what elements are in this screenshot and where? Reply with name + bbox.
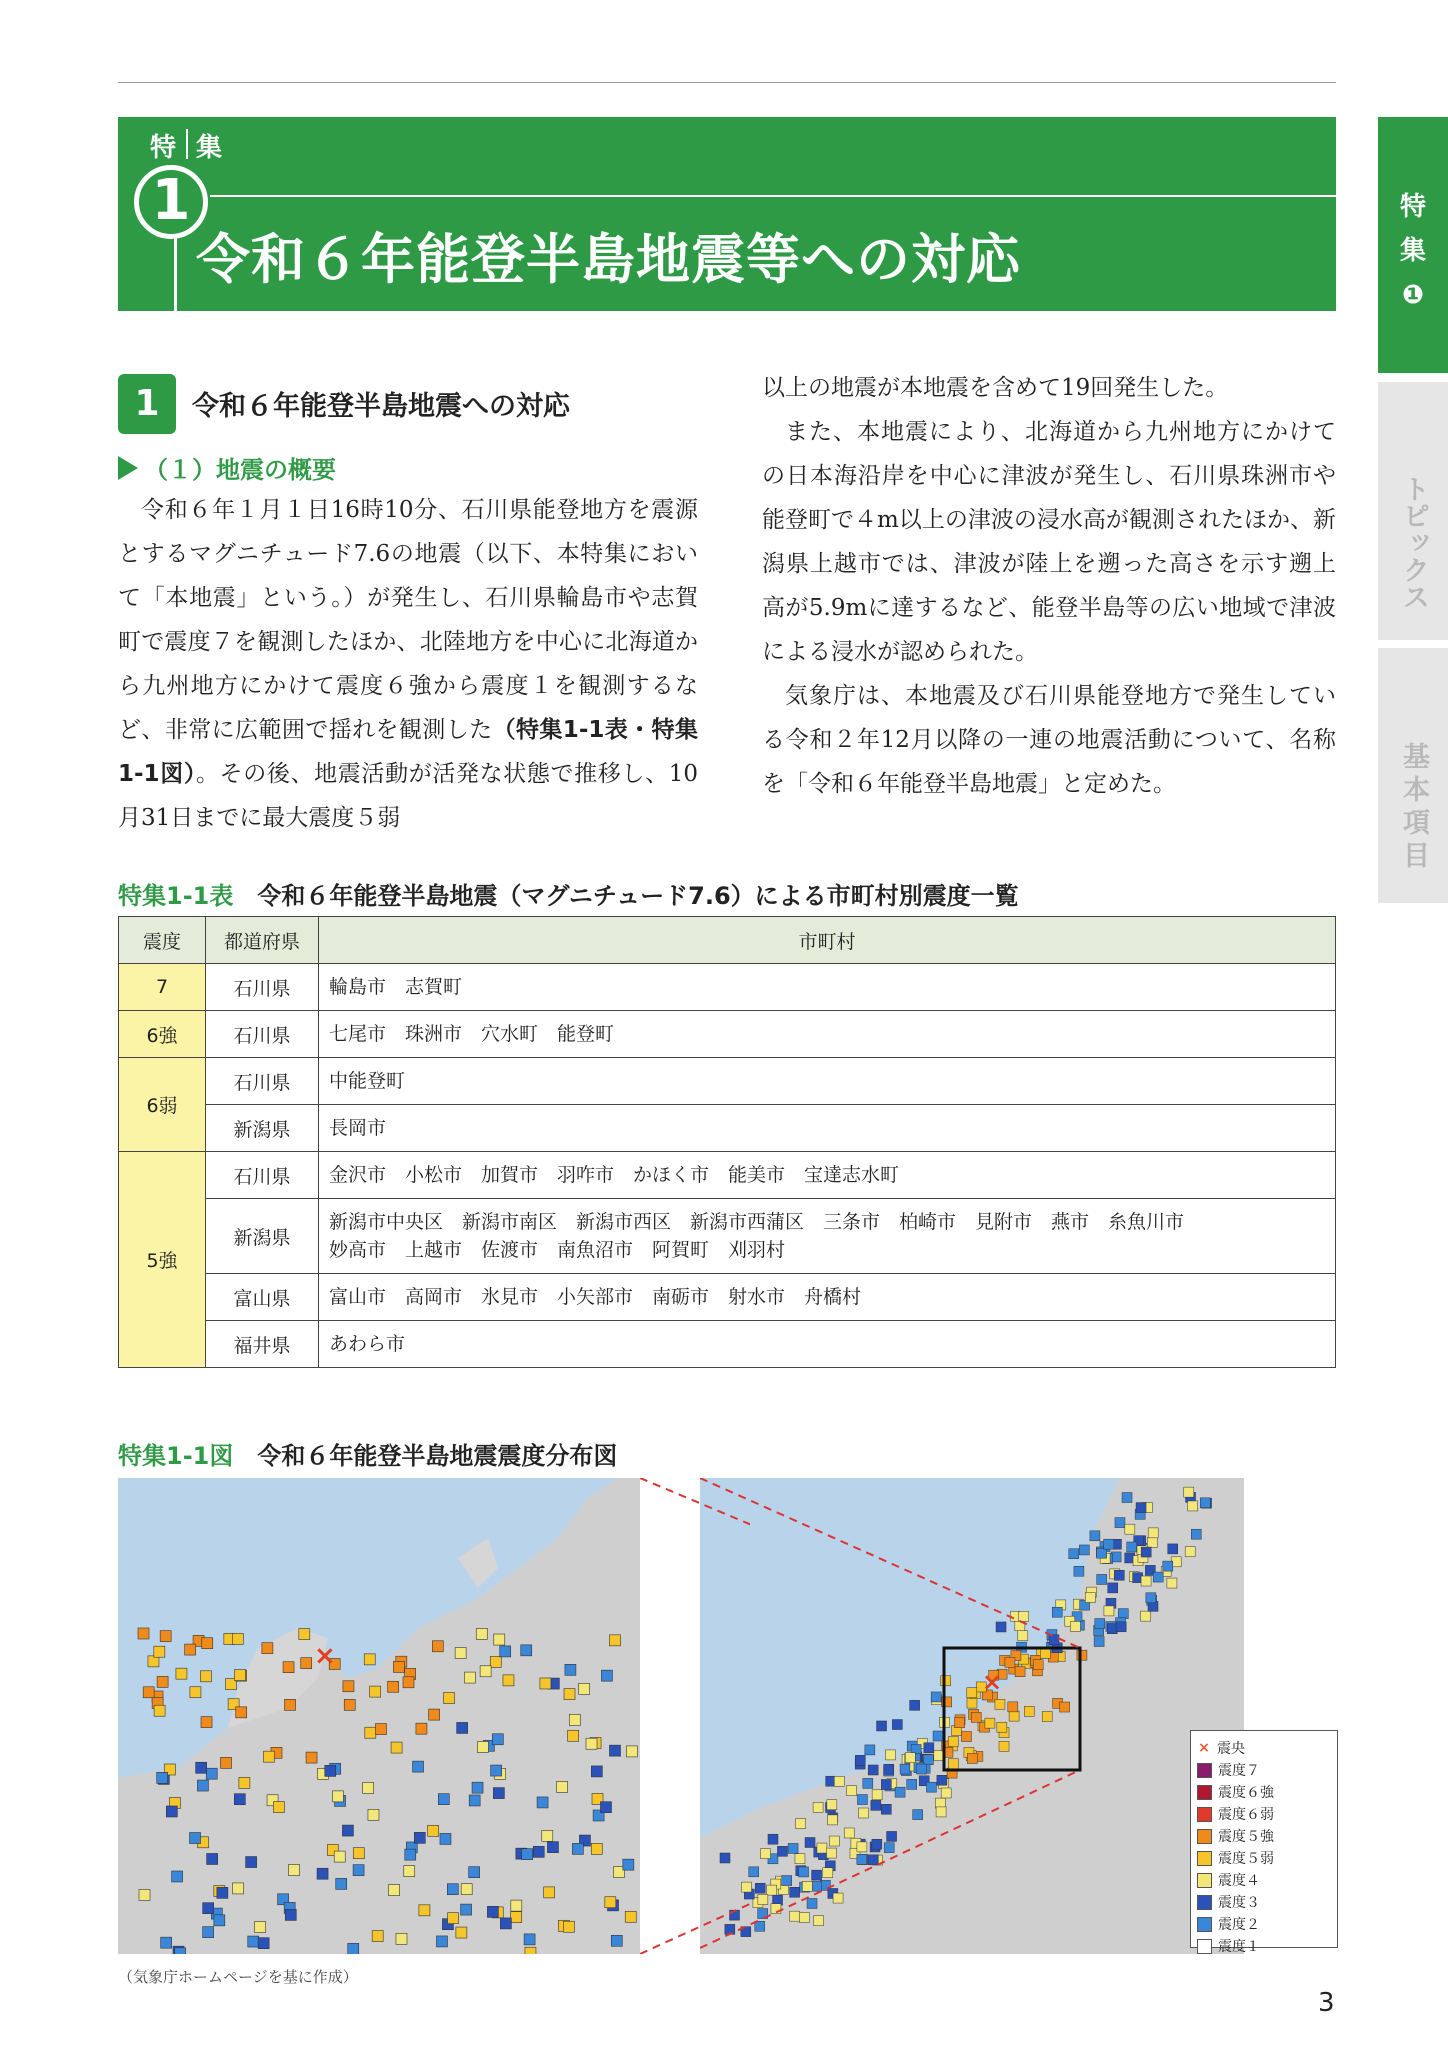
table-row: 新潟県 長岡市 [119, 1105, 1336, 1152]
station-marker [344, 1699, 355, 1710]
legend-item [1197, 1825, 1331, 1847]
station-marker [234, 1670, 245, 1681]
station-marker [542, 1830, 553, 1841]
station-marker [203, 1927, 214, 1938]
station-marker [413, 1761, 424, 1772]
station-marker [438, 1794, 449, 1805]
side-tab-topics[interactable]: トピックス [1378, 382, 1448, 640]
legend-swatch [1197, 1807, 1212, 1822]
station-marker [372, 1931, 383, 1942]
station-marker [579, 1683, 590, 1694]
station-marker [348, 1943, 359, 1954]
station-marker [201, 1717, 212, 1728]
station-marker [248, 1936, 259, 1947]
station-marker [334, 1851, 345, 1862]
station-marker [455, 1648, 466, 1659]
legend-swatch [1197, 1851, 1212, 1866]
station-marker [389, 1885, 400, 1896]
station-marker [444, 1693, 455, 1704]
chapter-number-badge: 1 [134, 165, 208, 239]
station-marker [236, 1707, 247, 1718]
station-marker [363, 1782, 374, 1793]
legend-label: 震度３ [1218, 1895, 1260, 1911]
station-marker [557, 1781, 568, 1792]
legend-label: 震度７ [1218, 1763, 1260, 1779]
station-marker [419, 1905, 430, 1916]
station-marker [492, 1734, 503, 1745]
legend-item [1197, 1869, 1331, 1891]
station-marker [160, 1631, 171, 1642]
station-marker [436, 1936, 447, 1947]
map-legend [1190, 1730, 1338, 1955]
station-marker [524, 1934, 535, 1945]
station-marker [456, 1927, 467, 1938]
station-marker [491, 1765, 502, 1776]
station-marker [611, 1935, 622, 1946]
station-marker [476, 1628, 487, 1639]
station-marker [432, 1641, 443, 1652]
station-marker [353, 1865, 364, 1876]
station-marker [429, 1709, 440, 1720]
station-marker [285, 1699, 296, 1710]
station-marker [388, 1681, 399, 1692]
legend-swatch [1197, 1785, 1212, 1800]
station-marker [600, 1802, 611, 1813]
station-marker [591, 1843, 602, 1854]
legend-item [1197, 1759, 1331, 1781]
paragraph: 以上の地震が本地震を含めて19回発生した。 [762, 375, 1229, 401]
station-marker [537, 1797, 548, 1808]
station-marker [500, 1918, 511, 1929]
station-marker [197, 1780, 208, 1791]
station-marker [299, 1629, 310, 1640]
legend-item [1197, 1935, 1331, 1957]
station-marker [564, 1921, 575, 1932]
station-marker [325, 1765, 336, 1776]
station-marker [161, 1937, 172, 1948]
banner-divider [210, 195, 1336, 197]
station-marker [533, 1846, 544, 1857]
epicenter-icon: × [1198, 1740, 1210, 1756]
station-marker [166, 1806, 177, 1817]
station-marker [157, 1772, 168, 1783]
station-marker [572, 1843, 583, 1854]
station-marker [480, 1666, 491, 1677]
station-marker [207, 1853, 218, 1864]
triangle-icon [118, 456, 138, 480]
table-row: 新潟県 新潟市中央区 新潟市南区 新潟市西区 新潟市西蒲区 三条市 柏崎市 見附市 燕市 糸魚川市 妙高市 上越市 佐渡市 南魚沼市 阿賀町 刈羽村 [119, 1199, 1336, 1274]
station-marker [503, 1675, 514, 1686]
legend-swatch [1197, 1895, 1212, 1910]
station-marker [469, 1795, 480, 1806]
station-marker [391, 1742, 402, 1753]
station-marker [217, 1887, 228, 1898]
legend-swatch [1197, 1917, 1212, 1932]
station-marker [263, 1751, 274, 1762]
station-marker [403, 1677, 414, 1688]
station-marker [154, 1646, 165, 1657]
station-marker [239, 1777, 250, 1788]
station-marker [544, 1887, 555, 1898]
station-marker [522, 1849, 533, 1860]
station-marker [461, 1904, 472, 1915]
station-marker [564, 1689, 575, 1700]
station-marker [469, 1867, 480, 1878]
station-marker [472, 1782, 483, 1793]
svg-text:×: × [314, 1641, 336, 1671]
station-marker [157, 1676, 168, 1687]
chapter-banner [118, 117, 1336, 311]
side-tab-feature[interactable]: 特 集 ❶ [1378, 117, 1448, 373]
section-title: 令和６年能登半島地震への対応 [192, 391, 570, 422]
table-header-row: 震度 都道府県 市町村 [119, 917, 1336, 964]
station-marker [175, 1948, 186, 1954]
station-marker [610, 1635, 621, 1646]
station-marker [477, 1741, 488, 1752]
station-marker [414, 1832, 425, 1843]
intensity-map-detail [118, 1478, 640, 1954]
legend-label: 震度５強 [1218, 1829, 1274, 1845]
station-marker [440, 1833, 451, 1844]
station-marker [255, 1922, 266, 1933]
station-marker [569, 1714, 580, 1725]
legend-item [1197, 1913, 1331, 1935]
station-marker [196, 1762, 207, 1773]
side-tab-basic[interactable]: 基本項目 [1378, 648, 1448, 903]
legend-label: 震度６強 [1218, 1785, 1274, 1801]
station-marker [262, 1643, 273, 1654]
station-marker [200, 1671, 211, 1682]
table-row: 5強 石川県 金沢市 小松市 加賀市 羽咋市 かほく市 能美市 宝達志水町 [119, 1152, 1336, 1199]
station-marker [525, 1947, 536, 1954]
station-marker [343, 1681, 354, 1692]
map-detail-graphic [118, 1478, 640, 1954]
table-row: 富山県 富山市 高岡市 氷見市 小矢部市 南砺市 射水市 舟橋村 [119, 1274, 1336, 1321]
station-marker [342, 1825, 353, 1836]
station-marker [154, 1705, 165, 1716]
station-marker [405, 1849, 416, 1860]
banner-vertical-rule [174, 237, 177, 311]
station-marker [540, 1678, 551, 1689]
intensity-table [118, 916, 1336, 1368]
station-marker [285, 1909, 296, 1920]
legend-label: 震度１ [1218, 1939, 1260, 1955]
legend-label: 震央 [1217, 1741, 1245, 1757]
station-marker [306, 1752, 317, 1763]
station-marker [139, 1889, 150, 1900]
station-marker [490, 1656, 501, 1667]
top-rule [118, 82, 1336, 83]
station-marker [487, 1906, 498, 1917]
station-marker [317, 1868, 328, 1879]
station-marker [626, 1746, 637, 1757]
station-marker [511, 1912, 522, 1923]
station-marker [185, 1644, 196, 1655]
station-marker [511, 1900, 522, 1911]
table-row: 7 石川県 輪島市 志賀町 [119, 964, 1336, 1011]
station-marker [457, 1722, 468, 1733]
body-column-right [762, 366, 1336, 806]
legend-label: 震度５弱 [1218, 1851, 1274, 1867]
station-marker [493, 1788, 504, 1799]
station-marker [176, 1668, 187, 1679]
station-marker [547, 1842, 558, 1853]
station-marker [202, 1638, 213, 1649]
station-marker [190, 1687, 201, 1698]
station-marker [396, 1933, 407, 1944]
station-marker [234, 1794, 245, 1805]
table-row: 6弱 石川県 中能登町 [119, 1058, 1336, 1105]
paragraph: 気象庁は、本地震及び石川県能登地方で発生している令和２年12月以降の一連の地震活動について、名称を「令和６年能登半島地震」と定めた。 [762, 683, 1336, 797]
banner-kicker: 特 集 [148, 127, 226, 164]
station-marker [368, 1809, 379, 1820]
station-marker [288, 1864, 299, 1875]
station-marker [591, 1766, 602, 1777]
station-marker [500, 1646, 511, 1657]
source-note: （気象庁ホームページを基に作成） [118, 1968, 358, 1986]
station-marker [353, 1848, 364, 1859]
table-caption: 特集1-1表 令和６年能登半島地震（マグニチュード7.6）による市町村別震度一覧 [118, 882, 1019, 910]
legend-label: 震度６弱 [1218, 1807, 1274, 1823]
legend-item [1197, 1737, 1331, 1759]
station-marker [461, 1884, 472, 1895]
station-marker [447, 1884, 458, 1895]
legend-item [1197, 1847, 1331, 1869]
station-marker [336, 1878, 347, 1889]
station-marker [404, 1866, 415, 1877]
station-marker [143, 1687, 154, 1698]
station-marker [273, 1802, 284, 1813]
station-marker [428, 1825, 439, 1836]
legend-swatch [1197, 1829, 1212, 1844]
station-marker [246, 1857, 257, 1868]
station-marker [190, 1833, 201, 1844]
legend-label: 震度２ [1218, 1917, 1260, 1933]
table-row: 福井県 あわら市 [119, 1321, 1336, 1368]
subsection-heading: （１）地震の概要 [118, 450, 336, 485]
station-marker [494, 1634, 505, 1645]
station-marker [609, 1745, 620, 1756]
station-marker [221, 1757, 232, 1768]
page-title: 令和６年能登半島地震等への対応 [196, 228, 1021, 291]
station-marker [568, 1730, 579, 1741]
legend-item [1197, 1891, 1331, 1913]
station-marker [393, 1661, 404, 1672]
station-marker [625, 1911, 636, 1922]
station-marker [203, 1903, 214, 1914]
station-marker [233, 1883, 244, 1894]
legend-swatch [1197, 1763, 1212, 1778]
body-column-left [118, 488, 698, 840]
station-marker [605, 1897, 616, 1908]
table-row: 6強 石川県 七尾市 珠洲市 穴水町 能登町 [119, 1011, 1336, 1058]
station-marker [138, 1628, 149, 1639]
station-marker [416, 1723, 427, 1734]
legend-item [1197, 1781, 1331, 1803]
station-marker [258, 1938, 269, 1949]
paragraph: また、本地震により、北海道から九州地方にかけての日本海沿岸を中心に津波が発生し、石川県珠洲市や能登町で４m以上の津波の浸水高が観測されたほか、新潟県上越市では、津波が陸上を遡った高さを示す遡上高が5.9mに達するなど、能登半島等の広い地域で津波による浸水が認められた。 [762, 419, 1336, 665]
station-marker [623, 1859, 634, 1870]
section-number-badge: 1 [118, 374, 176, 434]
station-marker [565, 1664, 576, 1675]
station-marker [232, 1633, 243, 1644]
legend-label: 震度４ [1218, 1873, 1260, 1889]
legend-swatch [1197, 1873, 1212, 1888]
station-marker [375, 1724, 386, 1735]
figure-caption: 特集1-1図 令和６年能登半島地震震度分布図 [118, 1442, 618, 1470]
station-marker [586, 1738, 597, 1749]
station-marker [301, 1658, 312, 1669]
paragraph: 令和６年１月１日16時10分、石川県能登地方を震源とするマグニチュード7.6の地震（以下、本特集において「本地震」という。）が発生し、石川県輪島市や志賀町で震度７を観測したほか、北陸地方を中心に北海道から九州地方にかけて震度６強から震度１を観測するなど、非常に広範囲で揺れを観測した（特集1-1表・特集1-1図）。その後、地震活動が活発な状態で推移し、10月31日までに最大震度５弱 [118, 497, 699, 831]
station-marker [283, 1662, 294, 1673]
svg-text:×: × [982, 1668, 1003, 1696]
station-marker [364, 1654, 375, 1665]
station-marker [370, 1686, 381, 1697]
station-marker [206, 1768, 217, 1779]
station-marker [172, 1871, 183, 1882]
station-marker [521, 1645, 532, 1656]
station-marker [464, 1672, 475, 1683]
station-marker [448, 1913, 459, 1924]
legend-swatch [1197, 1939, 1212, 1954]
station-marker [332, 1791, 343, 1802]
station-marker [214, 1915, 225, 1926]
legend-item [1197, 1803, 1331, 1825]
page-number: 3 [1318, 1988, 1335, 2018]
station-marker [601, 1670, 612, 1681]
map-connector-lines-inner [700, 1478, 1244, 1954]
station-marker [365, 1727, 376, 1738]
